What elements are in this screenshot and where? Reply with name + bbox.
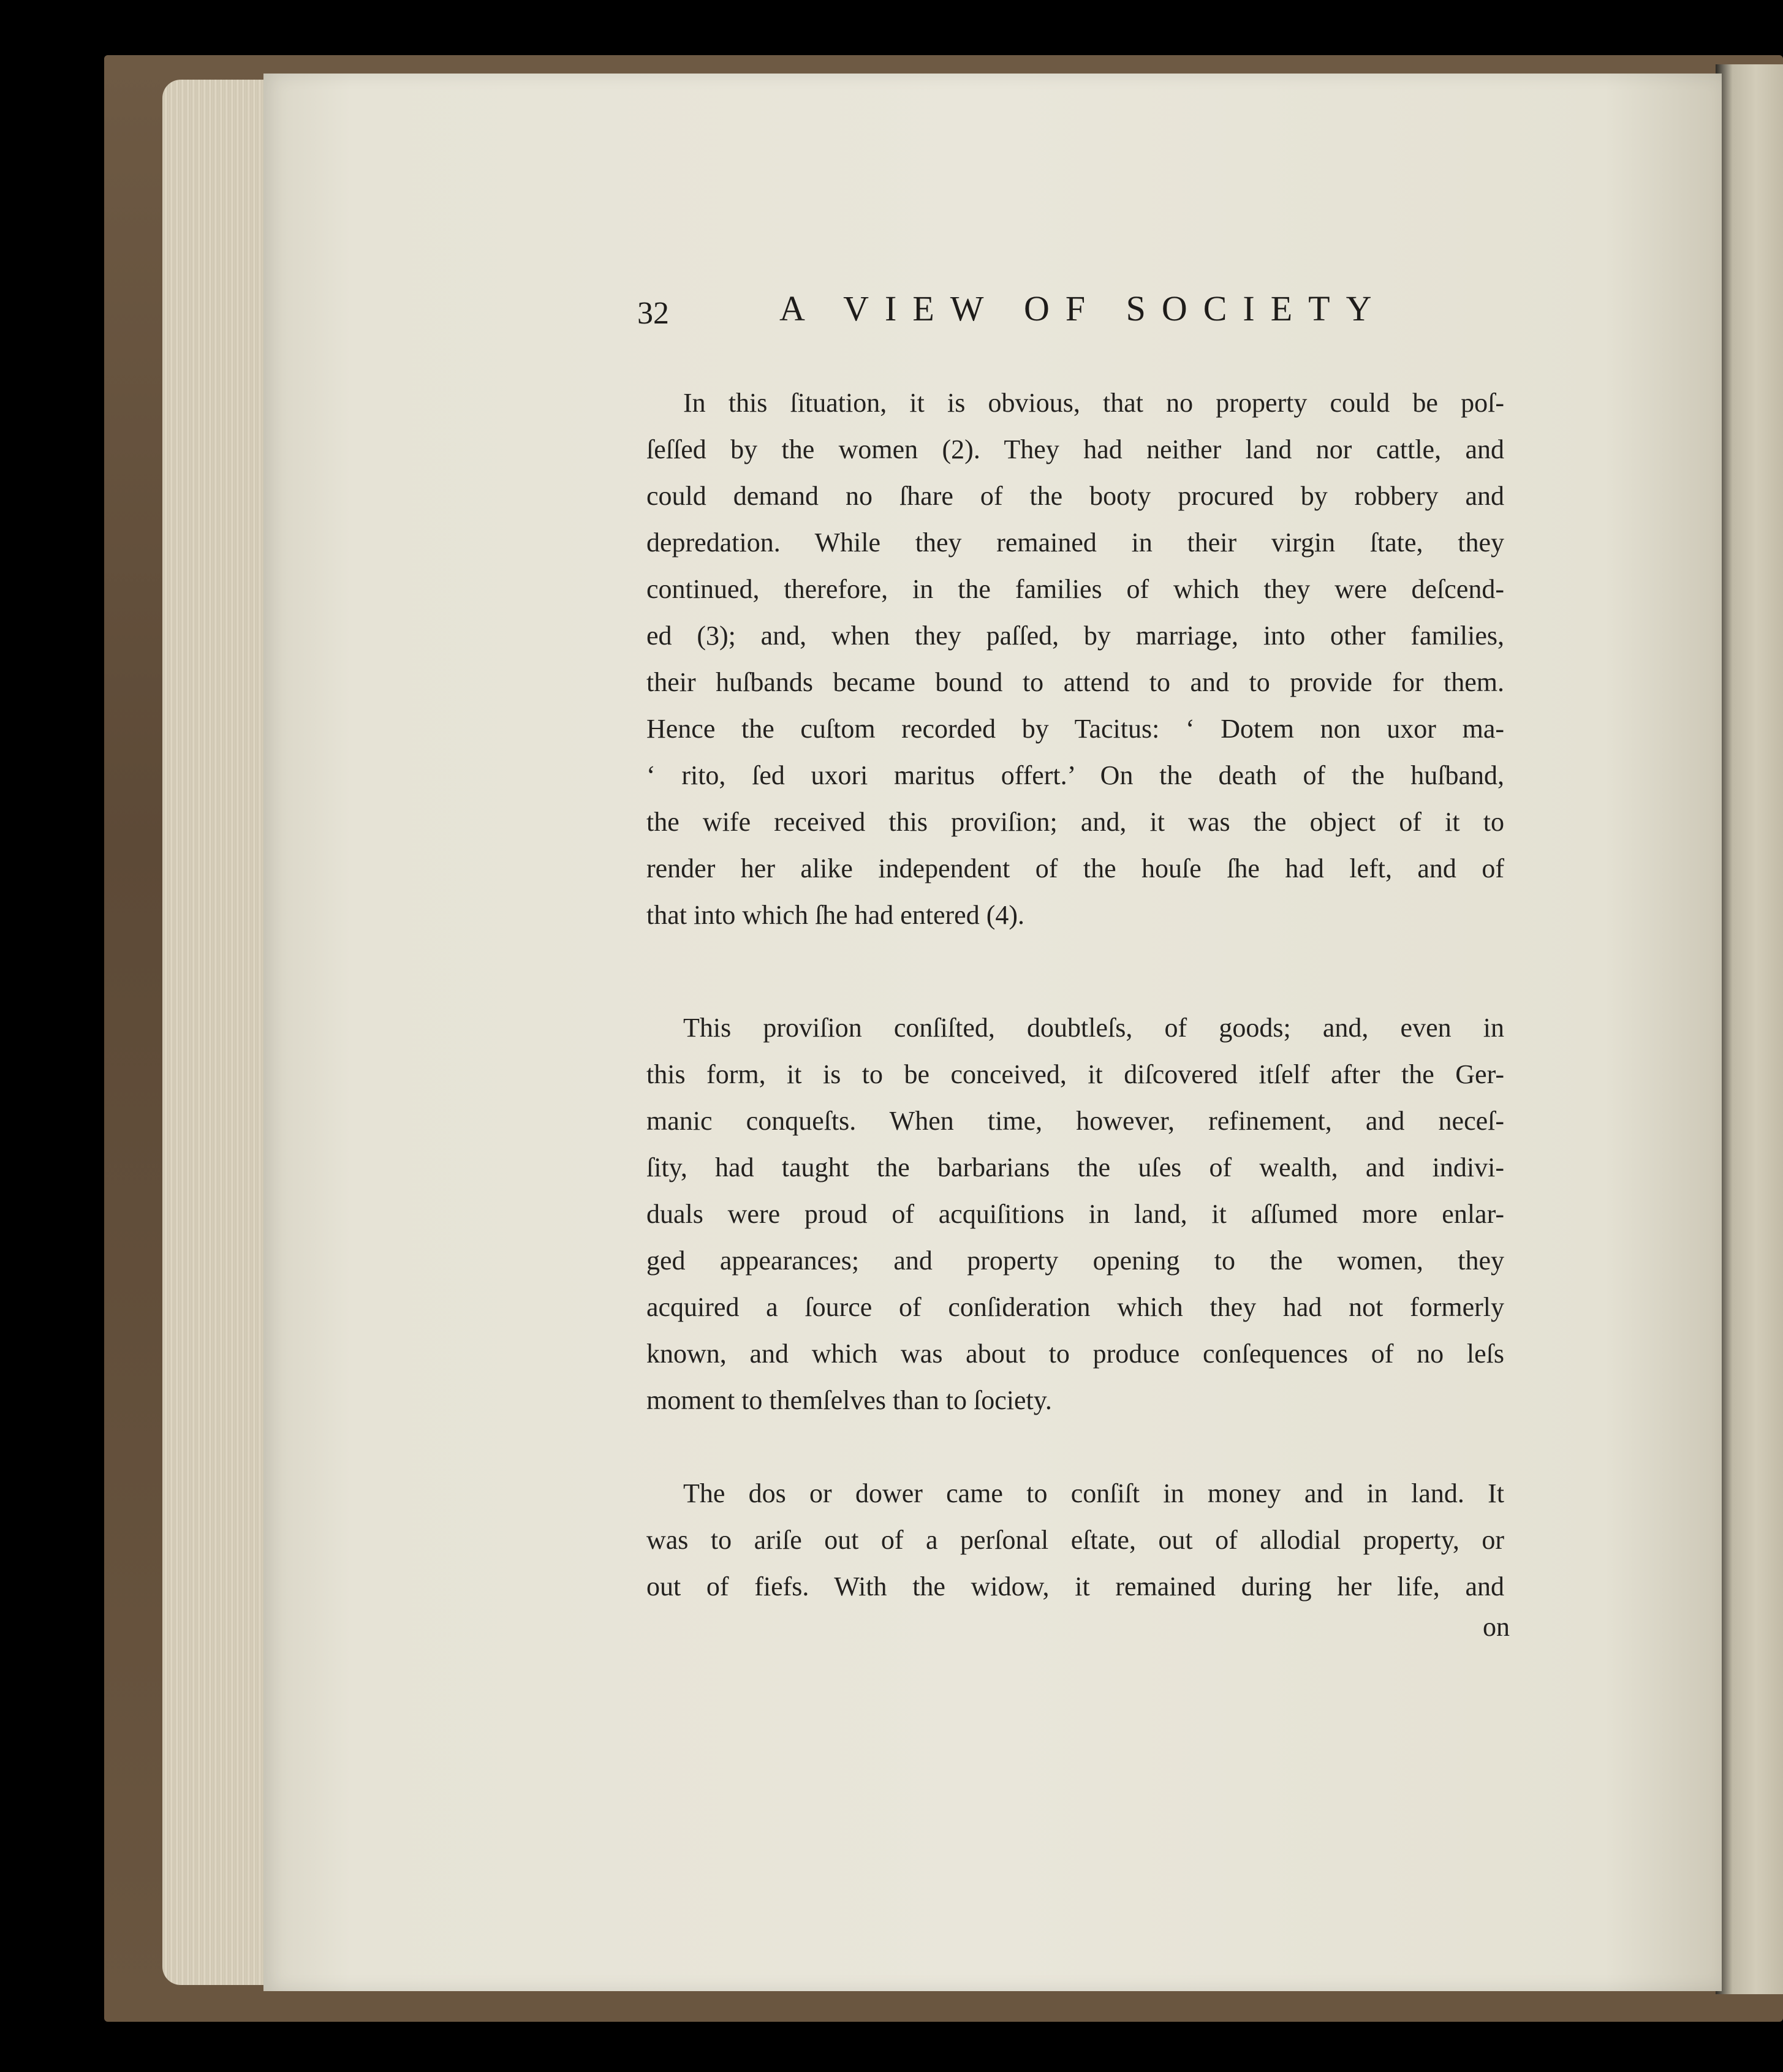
text-line: that into which ſhe had entered (4). [646, 900, 1025, 930]
text-line: their huſbands became bound to attend to and to provide for them. [646, 667, 1504, 697]
text-line: Hence the cuſtom recorded by Tacitus: ‘ Dotem non uxor ma- [646, 714, 1504, 744]
text-line: known, and which was about to produce conſequences of no leſs [646, 1339, 1504, 1369]
page-number: 32 [637, 296, 669, 331]
text-line: render her alike independent of the houſe ſhe had left, and of [646, 853, 1504, 883]
text-line: the wife received this proviſion; and, it was the object of it to [646, 807, 1504, 837]
text-line: this form, it is to be conceived, it diſcovered itſelf after the Ger- [646, 1059, 1504, 1089]
running-title: A VIEW OF SOCIETY [779, 289, 1388, 328]
paragraph-3 [646, 1470, 1504, 1610]
text-line: was to ariſe out of a perſonal eſtate, out of allodial property, or [646, 1525, 1504, 1555]
paragraph-1 [646, 380, 1504, 939]
text-line: ſity, had taught the barbarians the uſes of wealth, and indivi- [646, 1152, 1504, 1182]
catchword: on [1483, 1612, 1510, 1642]
text-line: continued, therefore, in the families of which they were deſcend- [646, 574, 1504, 604]
text-line: depredation. While they remained in their virgin ſtate, they [646, 527, 1504, 558]
text-line: could demand no ſhare of the booty procured by robbery and [646, 481, 1504, 511]
text-line: moment to themſelves than to ſociety. [646, 1385, 1052, 1415]
text-line: The dos or dower came to conſiſt in money and in land. It [683, 1478, 1504, 1508]
facing-page-edge [1716, 64, 1783, 1994]
text-line: ſeſſed by the women (2). They had neither land nor cattle, and [646, 434, 1504, 464]
text-line: acquired a ſource of conſideration which they had not formerly [646, 1292, 1504, 1322]
page-edges [162, 80, 273, 1985]
text-line: This proviſion conſiſted, doubtleſs, of goods; and, even in [683, 1013, 1504, 1043]
running-head [637, 288, 1388, 337]
text-line: ‘ rito, ſed uxori maritus offert.’ On the death of the huſband, [646, 760, 1504, 790]
text-line: manic conqueſts. When time, however, refinement, and neceſ- [646, 1106, 1504, 1136]
text-line: ged appearances; and property opening to the women, they [646, 1246, 1504, 1276]
text-line: duals were proud of acquiſitions in land, it aſſumed more enlar- [646, 1199, 1504, 1229]
paragraph-2 [646, 1005, 1504, 1424]
text-line: In this ſituation, it is obvious, that no property could be poſ- [683, 388, 1504, 418]
text-line: out of fiefs. With the widow, it remained during her life, and [646, 1571, 1504, 1601]
text-line: ed (3); and, when they paſſed, by marriage, into other families, [646, 621, 1504, 651]
